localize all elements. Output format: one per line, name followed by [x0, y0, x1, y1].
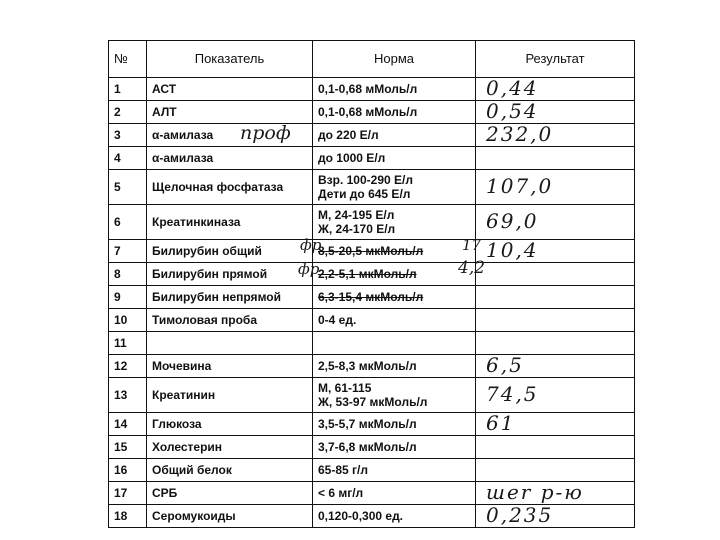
handwritten-result: шеr р-ю — [486, 481, 584, 504]
header-result: Результат — [476, 41, 635, 78]
row-number: 11 — [109, 332, 147, 355]
margin-note-row7-left: фр — [300, 236, 322, 254]
row-norm — [313, 286, 476, 309]
handwritten-result: 10,4 — [486, 239, 539, 262]
row-result — [476, 436, 635, 459]
header-num: № — [109, 41, 147, 78]
row-norm — [313, 436, 476, 459]
row-norm-line: 0-4 ед. — [318, 313, 357, 327]
row-norm-line: 6,3-15,4 мкМоль/л — [318, 290, 424, 304]
row-norm-line: 65-85 г/л — [318, 463, 368, 477]
row-norm-line: < 6 мг/л — [318, 486, 364, 500]
row-result — [476, 147, 635, 170]
row-number: 6 — [109, 205, 147, 240]
row-result — [476, 205, 635, 240]
row-number: 10 — [109, 309, 147, 332]
table-row — [109, 378, 635, 413]
table-row — [109, 505, 635, 528]
table-row — [109, 124, 635, 147]
table-row — [109, 355, 635, 378]
row-number: 7 — [109, 240, 147, 263]
row-number: 13 — [109, 378, 147, 413]
row-indicator: Глюкоза — [147, 413, 313, 436]
row-norm-line: М, 61-115 — [318, 381, 372, 395]
row-number: 15 — [109, 436, 147, 459]
row-norm — [313, 101, 476, 124]
row-norm-line: 0,1-0,68 мМоль/л — [318, 105, 418, 119]
row-indicator: Билирубин общий — [147, 240, 313, 263]
table-row — [109, 413, 635, 436]
margin-note-row3: проф — [240, 122, 291, 144]
row-indicator: Общий белок — [147, 459, 313, 482]
row-result — [476, 459, 635, 482]
row-number: 16 — [109, 459, 147, 482]
row-norm-line: М, 24-195 Е/л — [318, 208, 395, 222]
row-norm — [313, 378, 476, 413]
table-row — [109, 240, 635, 263]
row-indicator: Щелочная фосфатаза — [147, 170, 313, 205]
row-norm-line: до 220 Е/л — [318, 128, 379, 142]
table-row — [109, 482, 635, 505]
row-indicator: α-амилаза — [147, 124, 313, 147]
row-result — [476, 78, 635, 101]
row-result — [476, 170, 635, 205]
table-row — [109, 205, 635, 240]
row-norm — [313, 147, 476, 170]
table-header-row — [109, 41, 635, 78]
row-norm — [313, 505, 476, 528]
row-number: 12 — [109, 355, 147, 378]
row-number: 1 — [109, 78, 147, 101]
header-indicator: Показатель — [147, 41, 313, 78]
row-indicator: α-амилаза — [147, 147, 313, 170]
row-result — [476, 124, 635, 147]
row-result — [476, 378, 635, 413]
row-norm — [313, 240, 476, 263]
row-indicator: Креатинин — [147, 378, 313, 413]
row-norm-line: Взр. 100-290 Е/л — [318, 173, 413, 187]
row-norm-line-2: Ж, 53-97 мкМоль/л — [318, 395, 428, 409]
row-norm-line: 2,5-8,3 мкМоль/л — [318, 359, 417, 373]
table-row — [109, 101, 635, 124]
handwritten-result: 61 — [486, 412, 516, 435]
lab-results-table — [108, 40, 635, 528]
row-result — [476, 332, 635, 355]
row-norm — [313, 263, 476, 286]
table-row — [109, 286, 635, 309]
handwritten-result: 232,0 — [486, 123, 554, 146]
row-number: 18 — [109, 505, 147, 528]
row-result — [476, 355, 635, 378]
handwritten-result: 0,44 — [486, 77, 539, 100]
row-number: 2 — [109, 101, 147, 124]
table-row — [109, 263, 635, 286]
row-norm — [313, 78, 476, 101]
handwritten-result: 0,54 — [486, 100, 539, 123]
row-norm — [313, 355, 476, 378]
row-norm — [313, 170, 476, 205]
row-number: 4 — [109, 147, 147, 170]
table-row — [109, 436, 635, 459]
row-norm-line: 8,5-20,5 мкМоль/л — [318, 244, 424, 258]
margin-note-row8-right: 4,2 — [458, 258, 486, 278]
margin-note-row7-right: 17 — [462, 236, 482, 254]
row-norm-line-2: Дети до 645 Е/л — [318, 187, 411, 201]
row-norm-line: 0,1-0,68 мМоль/л — [318, 82, 418, 96]
row-result — [476, 286, 635, 309]
margin-note-row8-left: фр — [298, 260, 320, 278]
row-indicator: Тимоловая проба — [147, 309, 313, 332]
row-norm-line: 3,5-5,7 мкМоль/л — [318, 417, 417, 431]
row-indicator: Билирубин непрямой — [147, 286, 313, 309]
row-result — [476, 482, 635, 505]
row-number: 3 — [109, 124, 147, 147]
row-result — [476, 309, 635, 332]
row-number: 5 — [109, 170, 147, 205]
row-norm-line: 2,2-5,1 мкМоль/л — [318, 267, 417, 281]
row-norm — [313, 205, 476, 240]
row-result — [476, 413, 635, 436]
row-result — [476, 240, 635, 263]
handwritten-result: 0,235 — [486, 504, 554, 527]
row-result — [476, 505, 635, 528]
handwritten-result: 69,0 — [486, 208, 539, 233]
row-norm-line: 0,120-0,300 ед. — [318, 509, 404, 523]
row-indicator: Креатинкиназа — [147, 205, 313, 240]
row-indicator: АСТ — [147, 78, 313, 101]
row-indicator: Холестерин — [147, 436, 313, 459]
row-norm-line: 3,7-6,8 мкМоль/л — [318, 440, 417, 454]
row-norm — [313, 332, 476, 355]
table-row — [109, 170, 635, 205]
row-indicator — [147, 332, 313, 355]
row-number: 14 — [109, 413, 147, 436]
row-result — [476, 101, 635, 124]
handwritten-result: 74,5 — [486, 381, 539, 406]
table-row — [109, 459, 635, 482]
row-norm-line-2: Ж, 24-170 Е/л — [318, 222, 396, 236]
row-norm — [313, 124, 476, 147]
handwritten-result: 6,5 — [486, 354, 524, 377]
row-indicator: Билирубин прямой — [147, 263, 313, 286]
row-result — [476, 263, 635, 286]
row-norm — [313, 413, 476, 436]
row-norm — [313, 459, 476, 482]
row-norm-line: до 1000 Е/л — [318, 151, 386, 165]
row-norm — [313, 482, 476, 505]
table-row — [109, 147, 635, 170]
row-indicator: АЛТ — [147, 101, 313, 124]
row-indicator: СРБ — [147, 482, 313, 505]
table-row — [109, 78, 635, 101]
row-indicator: Серомукоиды — [147, 505, 313, 528]
handwritten-result: 107,0 — [486, 173, 554, 198]
row-indicator: Мочевина — [147, 355, 313, 378]
row-number: 17 — [109, 482, 147, 505]
table-row — [109, 309, 635, 332]
header-norm: Норма — [313, 41, 476, 78]
row-number: 8 — [109, 263, 147, 286]
table-row — [109, 332, 635, 355]
row-norm — [313, 309, 476, 332]
row-number: 9 — [109, 286, 147, 309]
